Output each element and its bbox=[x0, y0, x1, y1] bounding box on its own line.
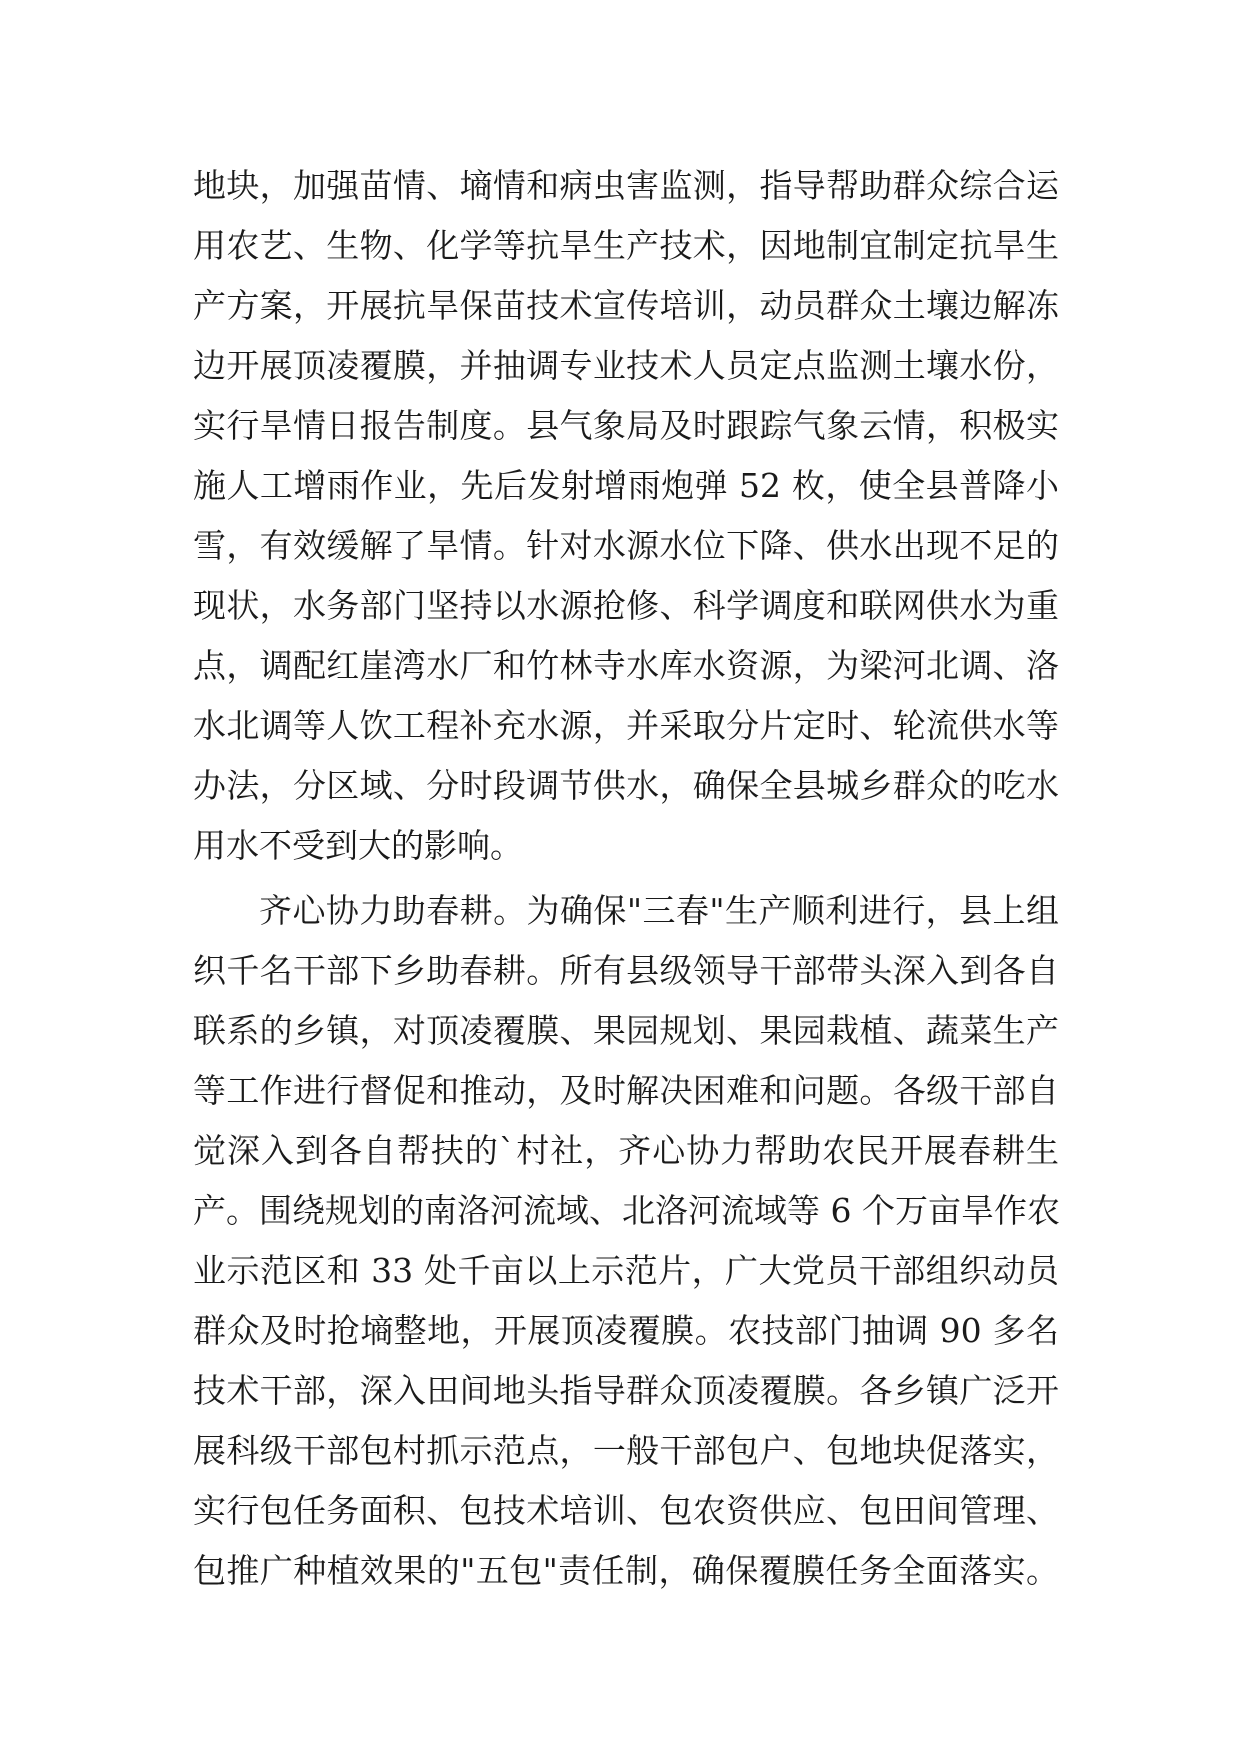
paragraph-1-line-3: 产方案，开展抗旱保苗技术宣传培训，动员群众土壤边解冻 bbox=[193, 286, 1059, 325]
paragraph-1-line-4: 边开展顶凌覆膜，并抽调专业技术人员定点监测土壤水份， bbox=[193, 346, 1059, 385]
paragraph-1-line-5: 实行旱情日报告制度。县气象局及时跟踪气象云情，积极实 bbox=[193, 406, 1059, 445]
paragraph-1-line-11: 办法，分区域、分时段调节供水，确保全县城乡群众的吃水 bbox=[193, 766, 1059, 805]
paragraph-2-line-9: 技术干部，深入田间地头指导群众顶凌覆膜。各乡镇广泛开 bbox=[193, 1371, 1059, 1410]
paragraph-1-line-1: 地块，加强苗情、墒情和病虫害监测，指导帮助群众综合运 bbox=[193, 166, 1059, 205]
paragraph-2-line-10: 展科级干部包村抓示范点，一般干部包户、包地块促落实， bbox=[193, 1431, 1059, 1470]
paragraph-2-line-3: 联系的乡镇，对顶凌覆膜、果园规划、果园栽植、蔬菜生产 bbox=[193, 1011, 1059, 1050]
paragraph-2-line-6: 产。围绕规划的南洛河流域、北洛河流域等 6 个万亩旱作农 bbox=[193, 1191, 1060, 1230]
paragraph-1-line-2: 用农艺、生物、化学等抗旱生产技术，因地制宜制定抗旱生 bbox=[193, 226, 1059, 265]
paragraph-2-line-1: 齐心协力助春耕。为确保"三春"生产顺利进行，县上组 bbox=[259, 891, 1059, 930]
paragraph-2-line-7: 业示范区和 33 处千亩以上示范片，广大党员干部组织动员 bbox=[193, 1251, 1059, 1290]
paragraph-2-line-5: 觉深入到各自帮扶的`村社，齐心协力帮助农民开展春耕生 bbox=[193, 1131, 1059, 1170]
paragraph-1-line-9: 点，调配红崖湾水厂和竹林寺水库水资源，为梁河北调、洛 bbox=[193, 646, 1059, 685]
paragraph-2-line-12: 包推广种植效果的"五包"责任制，确保覆膜任务全面落实。 bbox=[193, 1551, 1059, 1590]
paragraph-1-line-10: 水北调等人饮工程补充水源，并采取分片定时、轮流供水等 bbox=[193, 706, 1059, 745]
paragraph-1-line-7: 雪，有效缓解了旱情。针对水源水位下降、供水出现不足的 bbox=[193, 526, 1059, 565]
paragraph-2-line-2: 织千名干部下乡助春耕。所有县级领导干部带头深入到各自 bbox=[193, 951, 1059, 990]
paragraph-1-line-12: 用水不受到大的影响。 bbox=[193, 826, 523, 865]
paragraph-2-line-11: 实行包任务面积、包技术培训、包农资供应、包田间管理、 bbox=[193, 1491, 1059, 1530]
paragraph-1-line-8: 现状，水务部门坚持以水源抢修、科学调度和联网供水为重 bbox=[193, 586, 1059, 625]
paragraph-2-line-4: 等工作进行督促和推动，及时解决困难和问题。各级干部自 bbox=[193, 1071, 1059, 1110]
paragraph-1-line-6: 施人工增雨作业，先后发射增雨炮弹 52 枚，使全县普降小 bbox=[193, 466, 1059, 505]
paragraph-2-line-8: 群众及时抢墒整地，开展顶凌覆膜。农技部门抽调 90 多名 bbox=[193, 1311, 1059, 1350]
